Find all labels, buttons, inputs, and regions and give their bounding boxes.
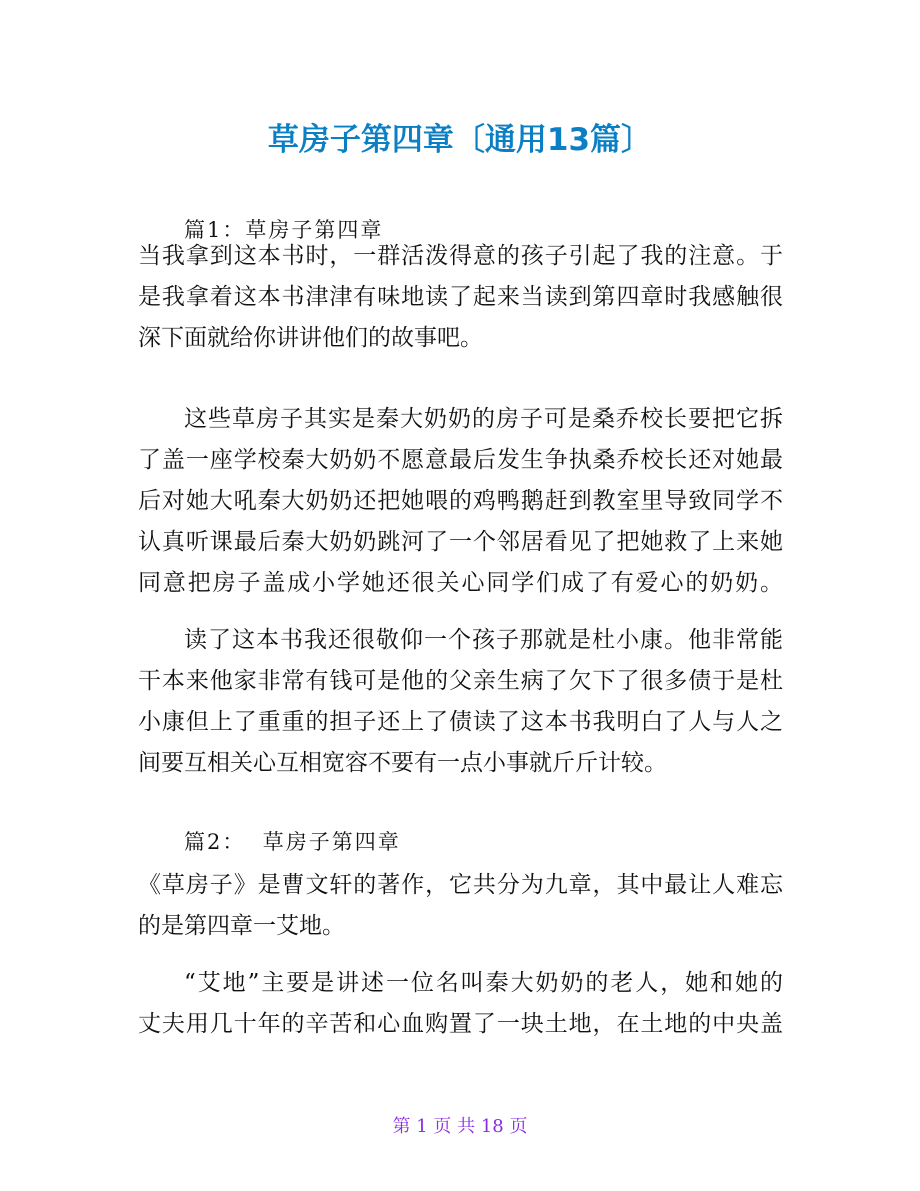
- text-line: 后对她大吼秦大奶奶还把她喂的鸡鸭鹅赶到教室里导致同学不: [138, 488, 783, 514]
- text-line: 了盖一座学校秦大奶奶不愿意最后发生争执桑乔校长还对她最: [138, 447, 783, 473]
- section-heading: 篇1：草房子第四章: [184, 218, 384, 242]
- text-line: 深下面就给你讲讲他们的故事吧。: [138, 325, 483, 351]
- text-line: 《草房子》是曹文轩的著作，它共分为九章，其中最让人难忘: [138, 872, 783, 898]
- text-line: 丈夫用几十年的辛苦和心血购置了一块土地，在土地的中央盖: [138, 1011, 783, 1037]
- text-line: 当我拿到这本书时，一群活泼得意的孩子引起了我的注意。于: [138, 243, 783, 269]
- document-title: 草房子第四章〔通用13篇〕: [267, 122, 653, 158]
- text-line: 这些草房子其实是秦大奶奶的房子可是桑乔校长要把它拆: [184, 406, 783, 432]
- text-line: “艾地”主要是讲述一位名叫秦大奶奶的老人，她和她的: [184, 970, 783, 996]
- text-line: 读了这本书我还很敬仰一个孩子那就是杜小康。他非常能: [184, 627, 783, 653]
- text-line: 是我拿着这本书津津有味地读了起来当读到第四章时我感触很: [138, 284, 783, 310]
- section-heading: 篇2： 草房子第四章: [184, 830, 401, 854]
- text-line: 同意把房子盖成小学她还很关心同学们成了有爱心的奶奶。: [138, 570, 783, 596]
- text-line: 小康但上了重重的担子还上了债读了这本书我明白了人与人之: [138, 709, 783, 735]
- text-line: 间要互相关心互相宽容不要有一点小事就斤斤计较。: [138, 750, 667, 776]
- text-line: 干本来他家非常有钱可是他的父亲生病了欠下了很多债于是杜: [138, 668, 783, 694]
- text-line: 的是第四章一艾地。: [138, 913, 345, 939]
- page-number-footer: 第 1 页 共 18 页: [392, 1116, 528, 1137]
- text-line: 认真听课最后秦大奶奶跳河了一个邻居看见了把她救了上来她: [138, 529, 783, 555]
